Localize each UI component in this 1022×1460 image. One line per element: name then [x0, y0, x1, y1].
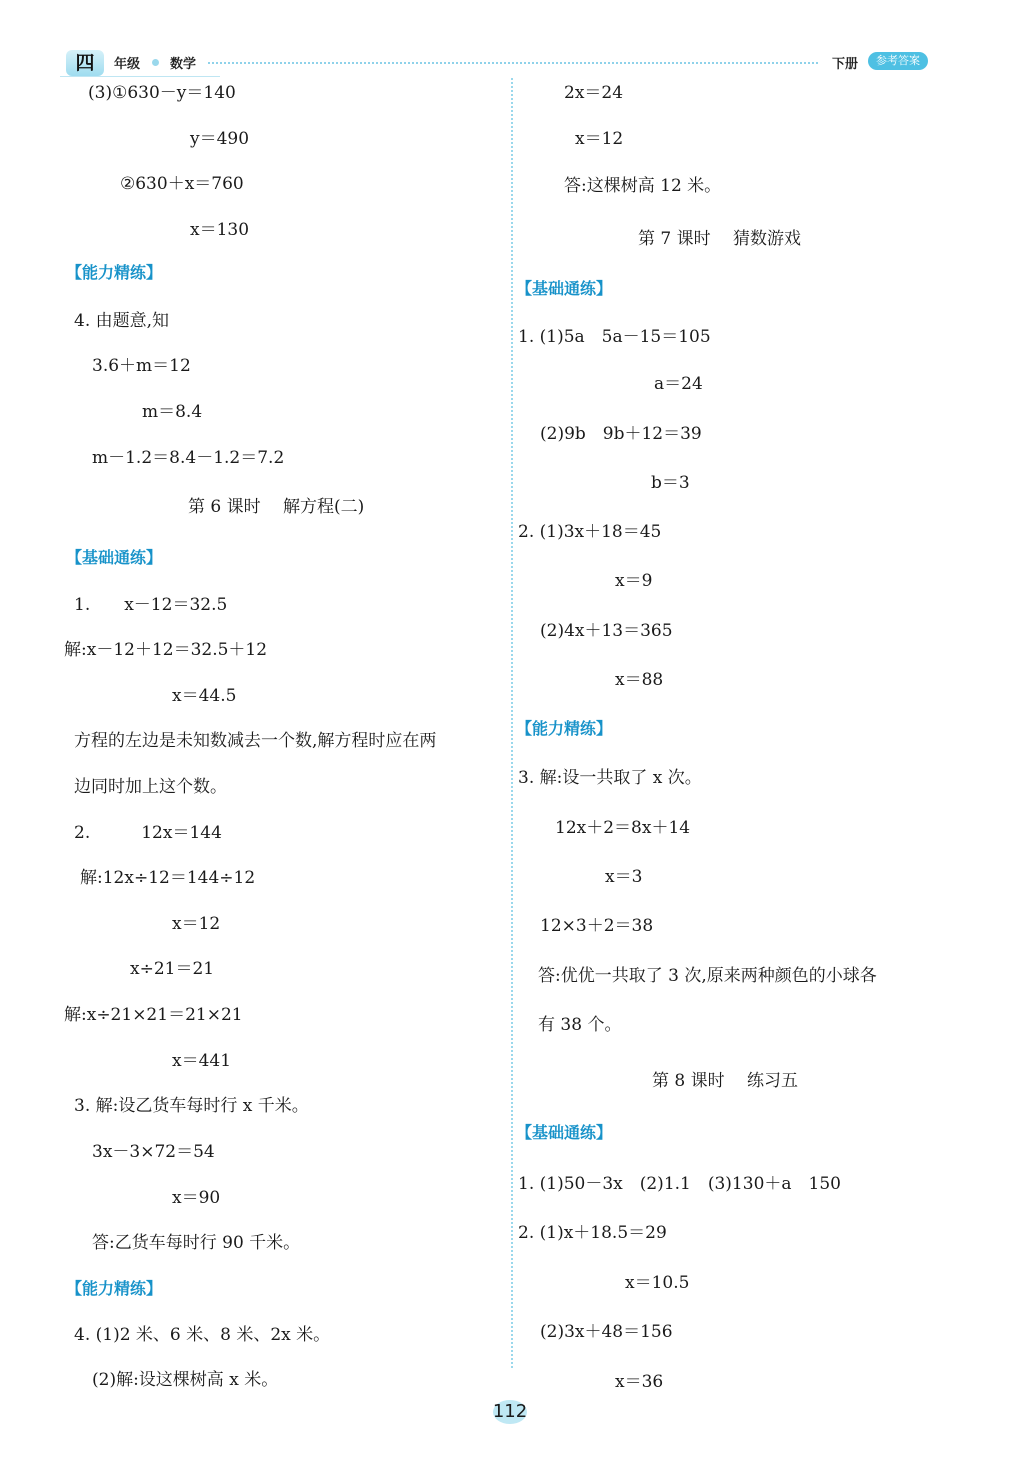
answer-line: x＝90 [172, 1188, 221, 1208]
answer-line: x＝10.5 [625, 1273, 690, 1293]
answer-line: x＝3 [605, 867, 643, 887]
answer-line: m－1.2＝8.4－1.2＝7.2 [92, 448, 285, 468]
section-heading: 【能力精练】 [66, 1279, 163, 1298]
page-header [0, 0, 1022, 80]
answer-line: 答:乙货车每时行 90 千米。 [92, 1233, 301, 1253]
answer-line: x＝12 [575, 129, 624, 149]
answer-line: 4. (1)2 米、6 米、8 米、2x 米。 [74, 1325, 331, 1345]
grade-badge: 四 [66, 50, 104, 76]
answer-line: (2)4x＋13＝365 [540, 621, 673, 641]
answer-line: 2x＝24 [564, 83, 624, 103]
answer-line: 有 38 个。 [538, 1015, 622, 1035]
answer-line: 3. 解:设一共取了 x 次。 [518, 768, 702, 788]
volume-label: 下册 [832, 57, 859, 72]
lesson-title: 第 7 课时 猜数游戏 [638, 229, 802, 249]
answer-line: 2. (1)3x＋18＝45 [518, 522, 662, 542]
answer-line: x＝12 [172, 914, 221, 934]
answer-line: (2)9b 9b＋12＝39 [540, 424, 702, 444]
answer-line: 边同时加上这个数。 [74, 777, 227, 797]
answer-line: (3)①630－y＝140 [88, 83, 236, 103]
answer-line: 1. (1)5a 5a－15＝105 [518, 327, 711, 347]
header-divider [208, 62, 818, 64]
answer-line: b＝3 [651, 473, 690, 493]
dot-icon [152, 59, 159, 66]
answer-line: 解:x－12＋12＝32.5＋12 [64, 640, 268, 660]
grade-label: 年级 [114, 57, 141, 72]
subject-label: 数学 [170, 57, 197, 72]
answer-line: 答:优优一共取了 3 次,原来两种颜色的小球各 [538, 966, 877, 986]
answer-line: 2. 12x＝144 [74, 823, 222, 843]
answer-line: (2)3x＋48＝156 [540, 1322, 673, 1342]
answer-line: 3x－3×72＝54 [92, 1142, 215, 1162]
answer-line: x＝88 [615, 670, 664, 690]
answer-line: ②630＋x＝760 [120, 174, 244, 194]
answer-line: 3.6＋m＝12 [92, 356, 191, 376]
answer-line: 12x＋2＝8x＋14 [555, 818, 691, 838]
section-heading: 【基础通练】 [516, 1123, 613, 1142]
answer-badge: 参考答案 [868, 52, 928, 70]
lesson-title: 第 6 课时 解方程(二) [188, 497, 365, 517]
answer-line: 方程的左边是未知数减去一个数,解方程时应在两 [74, 731, 437, 751]
answer-line: 2. (1)x＋18.5＝29 [518, 1223, 667, 1243]
section-heading: 【基础通练】 [516, 279, 613, 298]
answer-line: x÷21＝21 [130, 959, 215, 979]
answer-line: m＝8.4 [142, 402, 203, 422]
lesson-title: 第 8 课时 练习五 [652, 1071, 799, 1091]
answer-line: x＝130 [190, 220, 250, 240]
answer-line: a＝24 [654, 374, 703, 394]
section-heading: 【能力精练】 [516, 719, 613, 738]
section-heading: 【能力精练】 [66, 263, 163, 282]
answer-line: x＝9 [615, 571, 653, 591]
answer-line: 12×3＋2＝38 [540, 916, 654, 936]
answer-line: 4. 由题意,知 [74, 311, 170, 331]
answer-line: 1. x－12＝32.5 [74, 595, 228, 615]
header-underline [60, 76, 220, 77]
answer-line: 1. (1)50－3x (2)1.1 (3)130＋a 150 [518, 1174, 841, 1194]
answer-line: 答:这棵树高 12 米。 [564, 176, 722, 196]
answer-line: (2)解:设这棵树高 x 米。 [92, 1370, 279, 1390]
answer-line: x＝44.5 [172, 686, 237, 706]
answer-line: x＝441 [172, 1051, 232, 1071]
answer-line: y＝490 [190, 129, 250, 149]
answer-line: x＝36 [615, 1372, 664, 1392]
answer-line: 解:12x÷12＝144÷12 [80, 868, 256, 888]
answer-line: 解:x÷21×21＝21×21 [64, 1005, 243, 1025]
section-heading: 【基础通练】 [66, 548, 163, 567]
page-number: 112 [485, 1399, 535, 1425]
column-divider [511, 78, 513, 1368]
answer-line: 3. 解:设乙货车每时行 x 千米。 [74, 1096, 309, 1116]
